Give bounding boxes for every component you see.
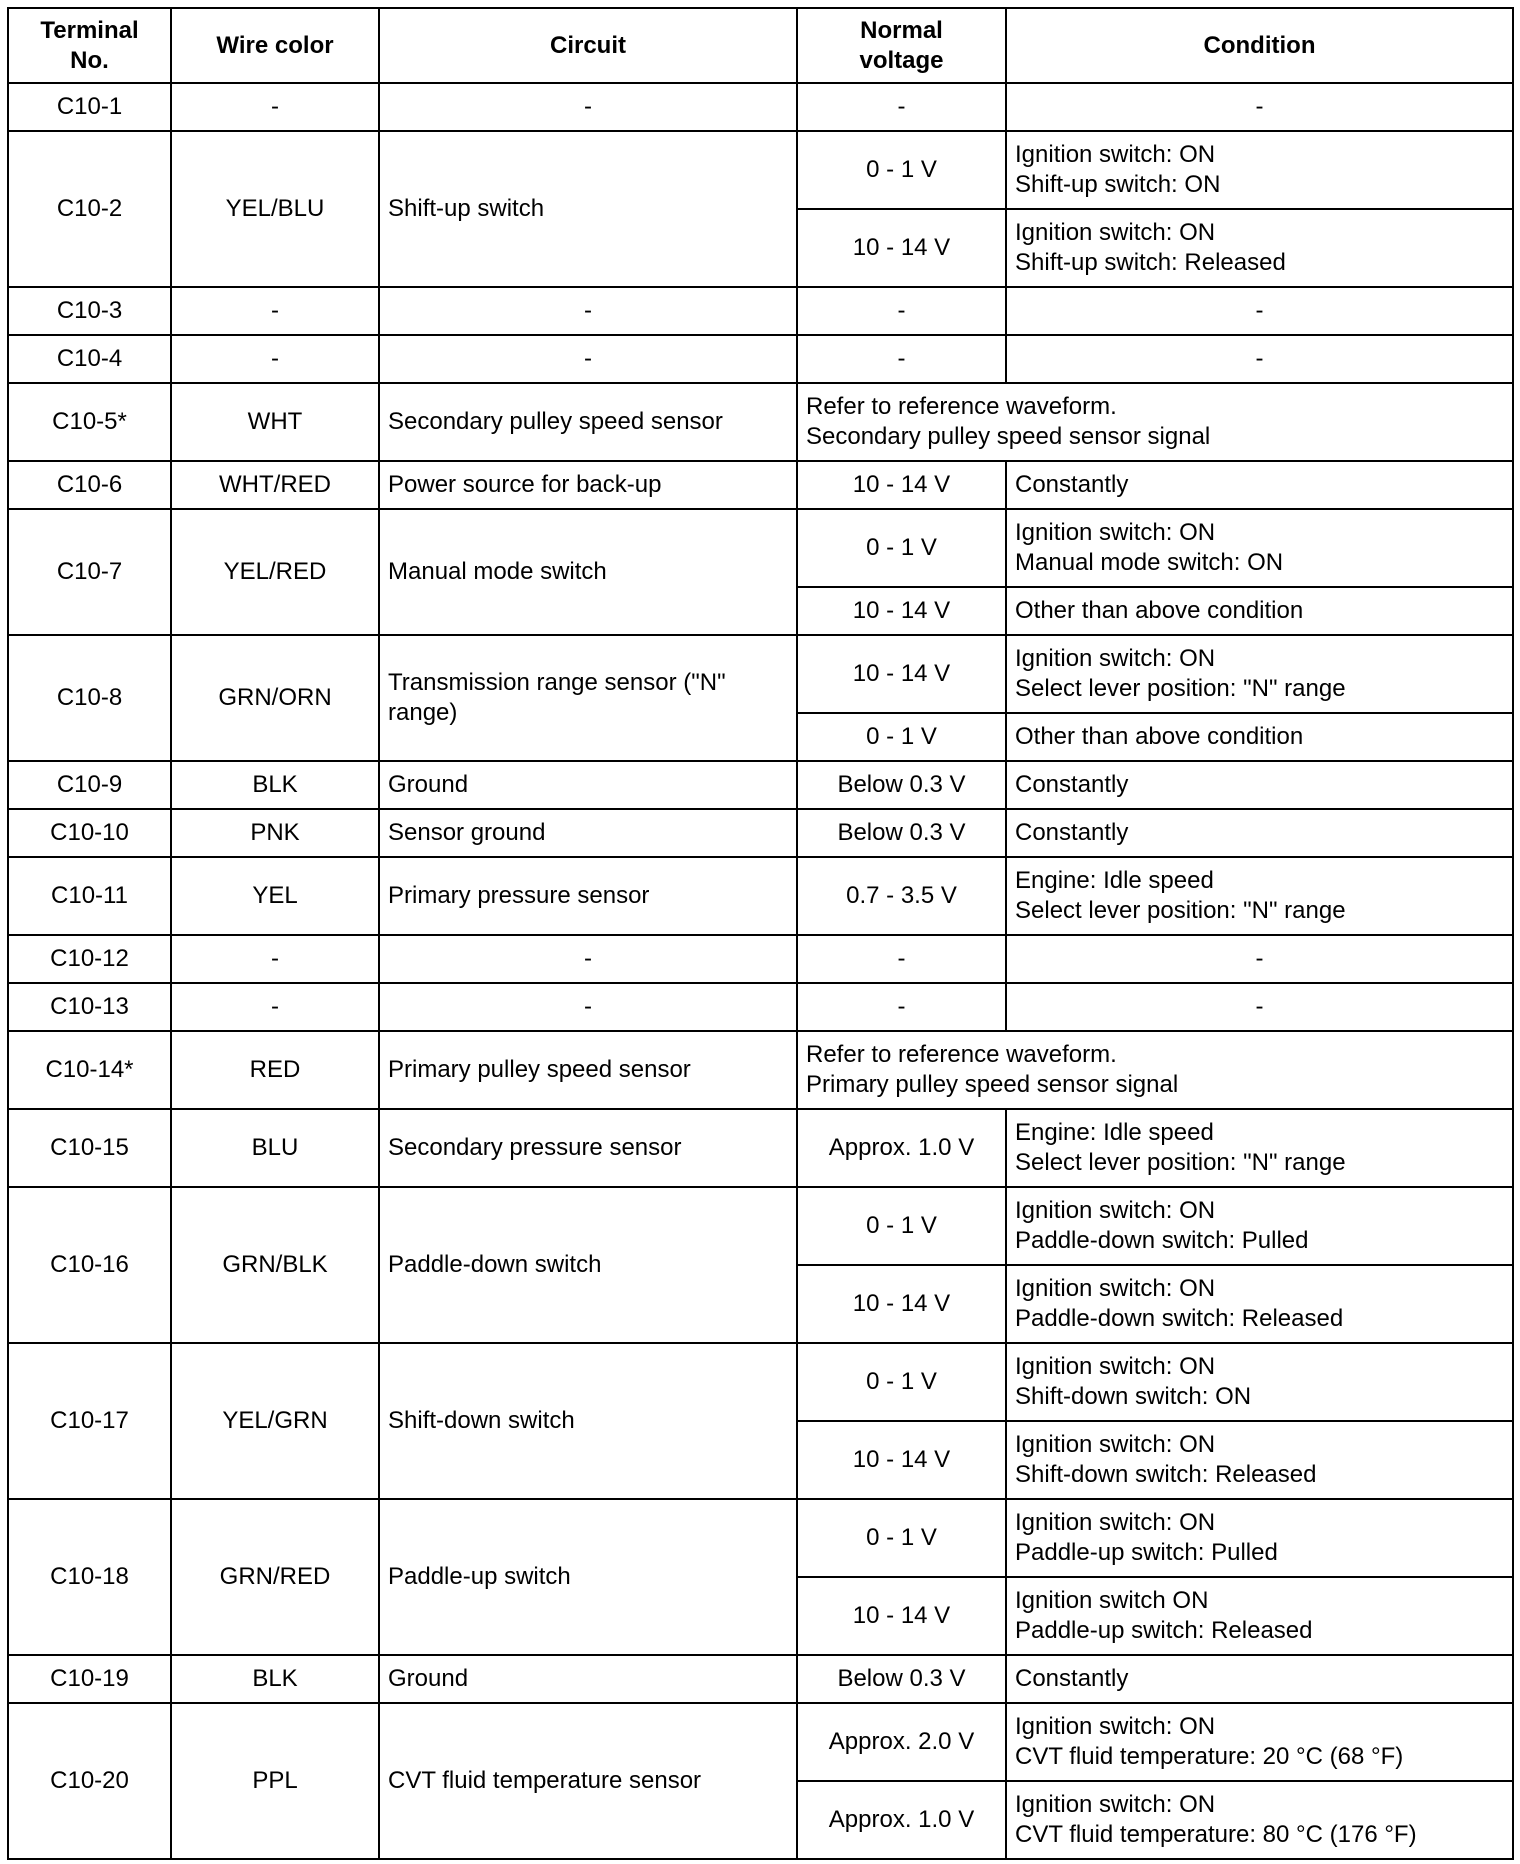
circuit-cell: Manual mode switch bbox=[379, 509, 797, 635]
table-row bbox=[8, 1703, 1513, 1781]
header-normal-voltage: Normal voltage bbox=[797, 8, 1006, 83]
voltage-cell: 10 - 14 V bbox=[797, 209, 1006, 287]
table-row bbox=[8, 761, 1513, 809]
table-row bbox=[8, 131, 1513, 209]
table-row bbox=[8, 509, 1513, 587]
terminal-cell: C10-19 bbox=[8, 1655, 171, 1703]
voltage-cell: 0 - 1 V bbox=[797, 131, 1006, 209]
condition-cell: Ignition switch: ON Select lever position: "N" range bbox=[1006, 635, 1513, 713]
condition-cell: - bbox=[1006, 983, 1513, 1031]
circuit-cell: Paddle-up switch bbox=[379, 1499, 797, 1655]
waveform-note-cell: Refer to reference waveform. Secondary pulley speed sensor signal bbox=[797, 383, 1513, 461]
table-row bbox=[8, 1187, 1513, 1265]
wire-color-cell: BLK bbox=[171, 761, 379, 809]
terminal-cell: C10-16 bbox=[8, 1187, 171, 1343]
condition-cell: Other than above condition bbox=[1006, 713, 1513, 761]
terminal-cell: C10-8 bbox=[8, 635, 171, 761]
circuit-cell: Secondary pressure sensor bbox=[379, 1109, 797, 1187]
circuit-cell: - bbox=[379, 935, 797, 983]
voltage-cell: 0.7 - 3.5 V bbox=[797, 857, 1006, 935]
wire-color-cell: - bbox=[171, 287, 379, 335]
terminal-cell: C10-6 bbox=[8, 461, 171, 509]
condition-cell: Ignition switch: ON Shift-down switch: Released bbox=[1006, 1421, 1513, 1499]
header-terminal: Terminal No. bbox=[8, 8, 171, 83]
header-wire-color: Wire color bbox=[171, 8, 379, 83]
terminal-cell: C10-18 bbox=[8, 1499, 171, 1655]
condition-cell: - bbox=[1006, 83, 1513, 131]
condition-cell: Other than above condition bbox=[1006, 587, 1513, 635]
voltage-cell: 0 - 1 V bbox=[797, 1187, 1006, 1265]
condition-cell: Ignition switch: ON Shift-down switch: ON bbox=[1006, 1343, 1513, 1421]
voltage-cell: Approx. 2.0 V bbox=[797, 1703, 1006, 1781]
terminal-cell: C10-5* bbox=[8, 383, 171, 461]
condition-cell: Ignition switch: ON Shift-up switch: Released bbox=[1006, 209, 1513, 287]
condition-cell: Constantly bbox=[1006, 1655, 1513, 1703]
circuit-cell: Primary pulley speed sensor bbox=[379, 1031, 797, 1109]
voltage-cell: Below 0.3 V bbox=[797, 1655, 1006, 1703]
terminal-cell: C10-15 bbox=[8, 1109, 171, 1187]
terminal-cell: C10-13 bbox=[8, 983, 171, 1031]
condition-cell: Ignition switch: ON Manual mode switch: ON bbox=[1006, 509, 1513, 587]
table-row bbox=[8, 635, 1513, 713]
wire-color-cell: PPL bbox=[171, 1703, 379, 1859]
wire-color-cell: RED bbox=[171, 1031, 379, 1109]
condition-cell: Ignition switch: ON Paddle-down switch: Released bbox=[1006, 1265, 1513, 1343]
wire-color-cell: YEL/RED bbox=[171, 509, 379, 635]
voltage-cell: - bbox=[797, 983, 1006, 1031]
wire-color-cell: PNK bbox=[171, 809, 379, 857]
terminal-table bbox=[7, 7, 1514, 1860]
voltage-cell: 0 - 1 V bbox=[797, 509, 1006, 587]
circuit-cell: Paddle-down switch bbox=[379, 1187, 797, 1343]
terminal-cell: C10-9 bbox=[8, 761, 171, 809]
wire-color-cell: YEL/GRN bbox=[171, 1343, 379, 1499]
terminal-cell: C10-17 bbox=[8, 1343, 171, 1499]
condition-cell: Ignition switch: ON Paddle-down switch: Pulled bbox=[1006, 1187, 1513, 1265]
table-row bbox=[8, 1343, 1513, 1421]
table-row bbox=[8, 461, 1513, 509]
wire-color-cell: - bbox=[171, 335, 379, 383]
voltage-cell: 10 - 14 V bbox=[797, 461, 1006, 509]
circuit-cell: Ground bbox=[379, 1655, 797, 1703]
terminal-cell: C10-1 bbox=[8, 83, 171, 131]
condition-cell: Ignition switch: ON CVT fluid temperature: 80 °C (176 °F) bbox=[1006, 1781, 1513, 1859]
table-row bbox=[8, 935, 1513, 983]
table-row bbox=[8, 983, 1513, 1031]
table-row bbox=[8, 1031, 1513, 1109]
condition-cell: - bbox=[1006, 287, 1513, 335]
condition-cell: Ignition switch: ON CVT fluid temperature: 20 °C (68 °F) bbox=[1006, 1703, 1513, 1781]
voltage-cell: 10 - 14 V bbox=[797, 635, 1006, 713]
terminal-cell: C10-12 bbox=[8, 935, 171, 983]
voltage-cell: 10 - 14 V bbox=[797, 1265, 1006, 1343]
circuit-cell: Ground bbox=[379, 761, 797, 809]
voltage-cell: - bbox=[797, 83, 1006, 131]
voltage-cell: - bbox=[797, 935, 1006, 983]
circuit-cell: Sensor ground bbox=[379, 809, 797, 857]
wire-color-cell: BLK bbox=[171, 1655, 379, 1703]
table-row bbox=[8, 383, 1513, 461]
circuit-cell: Secondary pulley speed sensor bbox=[379, 383, 797, 461]
wire-color-cell: GRN/BLK bbox=[171, 1187, 379, 1343]
table-row bbox=[8, 287, 1513, 335]
terminal-cell: C10-3 bbox=[8, 287, 171, 335]
voltage-cell: 0 - 1 V bbox=[797, 1499, 1006, 1577]
condition-cell: Engine: Idle speed Select lever position: "N" range bbox=[1006, 857, 1513, 935]
voltage-cell: 0 - 1 V bbox=[797, 1343, 1006, 1421]
condition-cell: Ignition switch: ON Paddle-up switch: Pulled bbox=[1006, 1499, 1513, 1577]
circuit-cell: - bbox=[379, 335, 797, 383]
circuit-cell: Transmission range sensor ("N" range) bbox=[379, 635, 797, 761]
wire-color-cell: - bbox=[171, 983, 379, 1031]
voltage-cell: Approx. 1.0 V bbox=[797, 1781, 1006, 1859]
table-row bbox=[8, 1109, 1513, 1187]
wire-color-cell: WHT/RED bbox=[171, 461, 379, 509]
waveform-note-cell: Refer to reference waveform. Primary pulley speed sensor signal bbox=[797, 1031, 1513, 1109]
condition-cell: - bbox=[1006, 335, 1513, 383]
terminal-cell: C10-4 bbox=[8, 335, 171, 383]
table-header-row bbox=[8, 8, 1513, 83]
voltage-cell: 10 - 14 V bbox=[797, 1577, 1006, 1655]
terminal-cell: C10-10 bbox=[8, 809, 171, 857]
wire-color-cell: YEL bbox=[171, 857, 379, 935]
voltage-cell: Below 0.3 V bbox=[797, 809, 1006, 857]
table-row bbox=[8, 1655, 1513, 1703]
terminal-cell: C10-7 bbox=[8, 509, 171, 635]
circuit-cell: - bbox=[379, 83, 797, 131]
wire-color-cell: GRN/ORN bbox=[171, 635, 379, 761]
voltage-cell: 10 - 14 V bbox=[797, 587, 1006, 635]
circuit-cell: - bbox=[379, 287, 797, 335]
wire-color-cell: - bbox=[171, 83, 379, 131]
terminal-cell: C10-14* bbox=[8, 1031, 171, 1109]
table-row bbox=[8, 1499, 1513, 1577]
header-condition: Condition bbox=[1006, 8, 1513, 83]
voltage-cell: - bbox=[797, 287, 1006, 335]
header-circuit: Circuit bbox=[379, 8, 797, 83]
condition-cell: Ignition switch: ON Shift-up switch: ON bbox=[1006, 131, 1513, 209]
wire-color-cell: YEL/BLU bbox=[171, 131, 379, 287]
voltage-cell: Below 0.3 V bbox=[797, 761, 1006, 809]
condition-cell: Constantly bbox=[1006, 809, 1513, 857]
voltage-cell: 0 - 1 V bbox=[797, 713, 1006, 761]
table-row bbox=[8, 809, 1513, 857]
voltage-cell: Approx. 1.0 V bbox=[797, 1109, 1006, 1187]
circuit-cell: Power source for back-up bbox=[379, 461, 797, 509]
wire-color-cell: GRN/RED bbox=[171, 1499, 379, 1655]
terminal-cell: C10-2 bbox=[8, 131, 171, 287]
circuit-cell: - bbox=[379, 983, 797, 1031]
circuit-cell: Shift-up switch bbox=[379, 131, 797, 287]
wire-color-cell: BLU bbox=[171, 1109, 379, 1187]
terminal-cell: C10-20 bbox=[8, 1703, 171, 1859]
table-row bbox=[8, 857, 1513, 935]
wire-color-cell: - bbox=[171, 935, 379, 983]
voltage-cell: - bbox=[797, 335, 1006, 383]
terminal-cell: C10-11 bbox=[8, 857, 171, 935]
table-row bbox=[8, 335, 1513, 383]
condition-cell: - bbox=[1006, 935, 1513, 983]
condition-cell: Engine: Idle speed Select lever position: "N" range bbox=[1006, 1109, 1513, 1187]
circuit-cell: Shift-down switch bbox=[379, 1343, 797, 1499]
condition-cell: Constantly bbox=[1006, 761, 1513, 809]
wire-color-cell: WHT bbox=[171, 383, 379, 461]
voltage-cell: 10 - 14 V bbox=[797, 1421, 1006, 1499]
condition-cell: Constantly bbox=[1006, 461, 1513, 509]
circuit-cell: CVT fluid temperature sensor bbox=[379, 1703, 797, 1859]
condition-cell: Ignition switch ON Paddle-up switch: Released bbox=[1006, 1577, 1513, 1655]
circuit-cell: Primary pressure sensor bbox=[379, 857, 797, 935]
table-row bbox=[8, 83, 1513, 131]
